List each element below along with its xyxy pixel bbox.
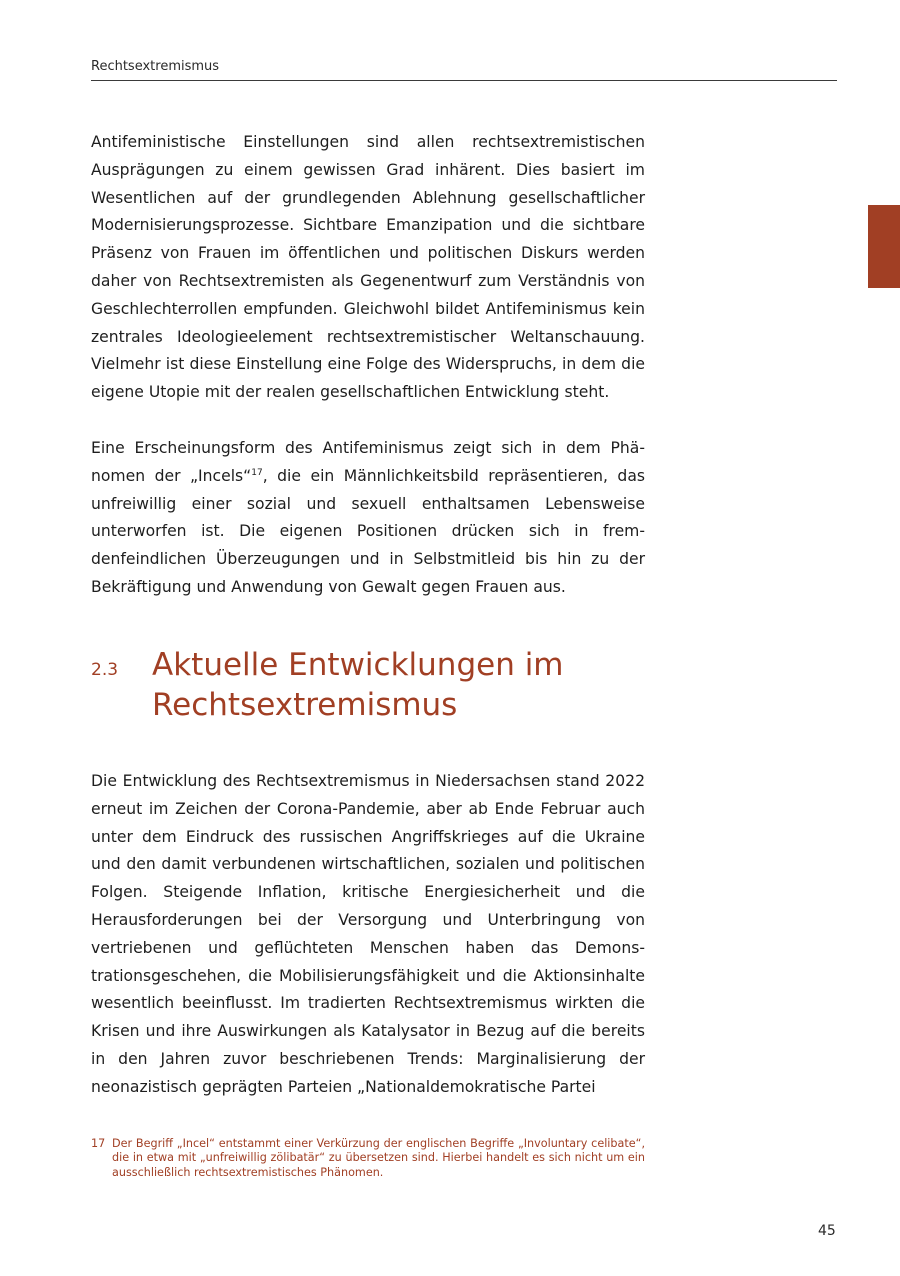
body-paragraph-2 <box>91 435 645 602</box>
running-header: Rechtsextremismus <box>91 59 220 74</box>
header-divider <box>91 80 837 81</box>
paragraph-2-text-start: Eine Erscheinungsform des Antifeminismus zeigt sich in dem Phänomen der „Incels“ <box>91 439 645 485</box>
page-number: 45 <box>818 1223 836 1239</box>
footnote-reference: 17 <box>251 467 263 478</box>
footnote-text: Der Begriff „Incel“ entstammt einer Verkürzung der englischen Begriffe „Involuntary celibate“, die in etwa mit „unfreiwillig zölibatär“ zu übersetzen sind. Hierbei handelt es sich nicht um ein ausschließlich rechtsextremistisches Phänomen. <box>112 1137 645 1179</box>
section-heading: Aktuelle Entwicklungen im Rechtsextremismus <box>152 647 564 723</box>
body-paragraph-3: Die Entwicklung des Rechtsextremismus in Niedersachsen stand 2022 erneut im Zeichen der Corona-Pandemie, aber ab Ende Februar auch unter dem Eindruck des russischen Angriffskrieges auf die Ukraine und den damit verbundenen wirtschaftlichen, sozialen und politischen Folgen. Steigende Inflation, kritische Energiesicherheit und die Herausforderungen bei der Versorgung und Unterbringung von vertriebenen und geflüchteten Menschen haben das Demonstrationsgeschehen, die Mobilisierungsfähigkeit und die Aktionsinhalte wesentlich beeinflusst. Im tradierten Rechtsextremismus wirkten die Krisen und ihre Auswirkungen als Katalysator in Bezug auf die bereits in den Jahren zuvor beschriebenen Trends: Marginalisierung der neonazistisch geprägten Parteien „Nationaldemokratische Partei <box>91 772 645 1096</box>
section-number: 2.3 <box>91 660 119 680</box>
footnote-number: 17 <box>91 1137 106 1150</box>
chapter-marker-tab <box>868 205 900 288</box>
body-paragraph-1: Antifeministische Einstellungen sind allen rechtsextremistischen Ausprägungen zu einem gewissen Grad inhärent. Dies basiert im Wesentlichen auf der grundlegenden Ablehnung gesellschaftlicher Modernisierungsprozesse. Sichtbare Emanzipation und die sichtbare Präsenz von Frauen im öffentlichen und politischen Diskurs werden daher von Rechtsextremisten als Gegenentwurf zum Verständnis von Geschlechterrollen empfunden. Gleichwohl bildet Antifeminismus kein zentrales Ideologieelement rechtsextremistischer Weltanschauung. Vielmehr ist diese Einstellung eine Folge des Widerspruchs, in dem die eigene Utopie mit der realen gesellschaftlichen Entwicklung steht. <box>91 133 645 402</box>
footnote <box>91 1137 645 1180</box>
paragraph-2-text-end: , die ein Männlichkeitsbild repräsentieren, das unfreiwillig einer sozial und sexuell enthaltsamen Lebensweise unterworfen ist. Die eigenen Positionen drücken sich in fremdenfeindlichen Überzeugungen und in Selbstmitleid bis hin zu der Bekräftigung und Anwendung von Gewalt gegen Frauen aus. <box>91 466 646 596</box>
